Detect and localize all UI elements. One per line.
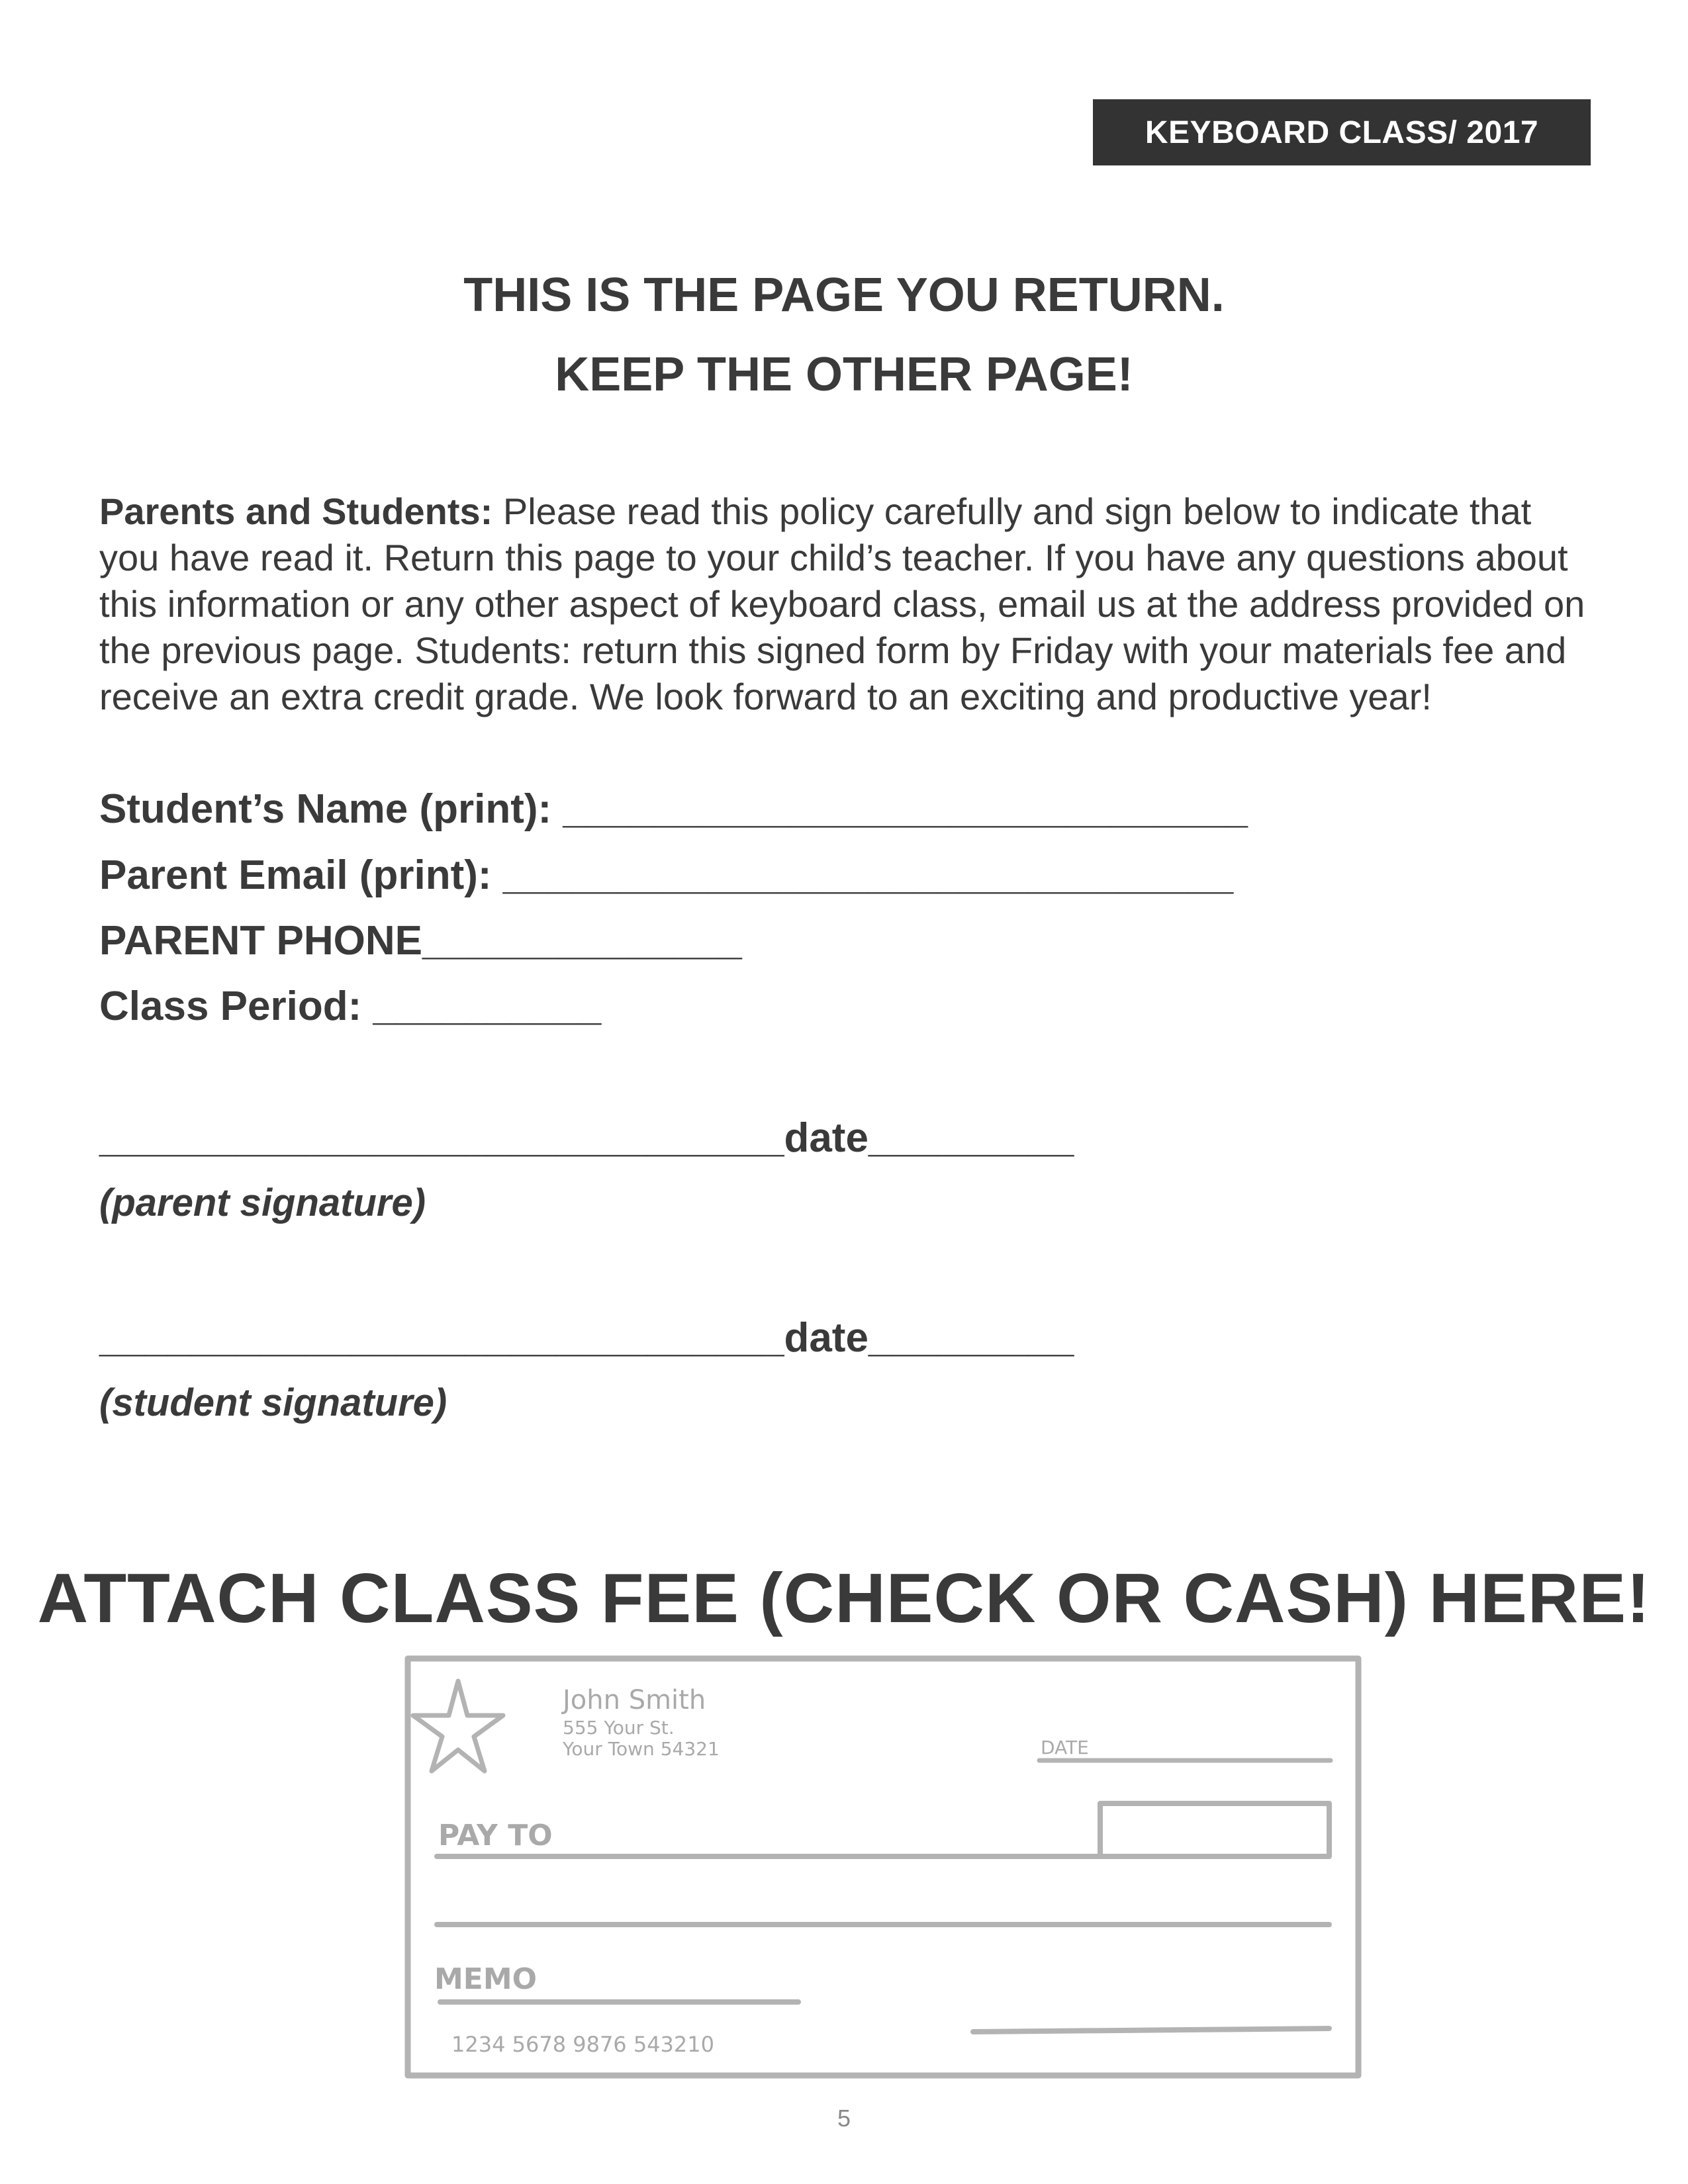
page-title-line-2: KEEP THE OTHER PAGE! — [555, 348, 1133, 401]
check-memo-label: MEMO — [434, 1962, 538, 1996]
check-routing-number: 1234 5678 9876 543210 — [451, 2032, 714, 2057]
page-number: 5 — [837, 2105, 851, 2132]
class-year-banner: KEYBOARD CLASS/ 2017 — [1093, 99, 1591, 165]
check-payer-address-1: 555 Your St. — [563, 1717, 675, 1739]
intro-paragraph — [99, 488, 1589, 720]
star-icon — [413, 1681, 503, 1771]
attach-fee-heading: ATTACH CLASS FEE (CHECK OR CASH) HERE! — [37, 1559, 1651, 1637]
check-date-label: DATE — [1041, 1737, 1089, 1758]
intro-body: Please read this policy carefully and sign below to indicate that you have read it. Return this page to your child’s teacher. If you have any questions about this information or any other aspect of keyboard class, email us at the address provided on the previous page. Students: return this signed form by Friday with your materials fee and receive an extra credit grade. We look forward to an exciting and productive year! — [99, 490, 1585, 717]
parent-email-field: Parent Email (print): ________________________________ — [99, 852, 1234, 898]
amount-box — [1100, 1803, 1329, 1856]
signature-line — [973, 2028, 1329, 2032]
class-period-field: Class Period: __________ — [99, 983, 602, 1029]
check-illustration — [404, 1655, 1364, 2085]
intro-lead: Parents and Students: — [99, 490, 493, 532]
check-pay-to-label: PAY TO — [438, 1819, 553, 1852]
parent-phone-field: PARENT PHONE______________ — [99, 918, 742, 964]
parent-signature-line: ______________________________date_________ — [99, 1115, 1074, 1161]
parent-signature-caption: (parent signature) — [99, 1181, 426, 1224]
check-payer-name: John Smith — [563, 1685, 706, 1715]
check-payer-address-2: Your Town 54321 — [563, 1738, 720, 1760]
student-signature-caption: (student signature) — [99, 1381, 447, 1424]
page-title-line-1: THIS IS THE PAGE YOU RETURN. — [463, 269, 1225, 322]
student-signature-line: ______________________________date_________ — [99, 1315, 1074, 1361]
student-name-field: Student’s Name (print): ______________________________ — [99, 786, 1248, 832]
check-border — [408, 1659, 1358, 2075]
